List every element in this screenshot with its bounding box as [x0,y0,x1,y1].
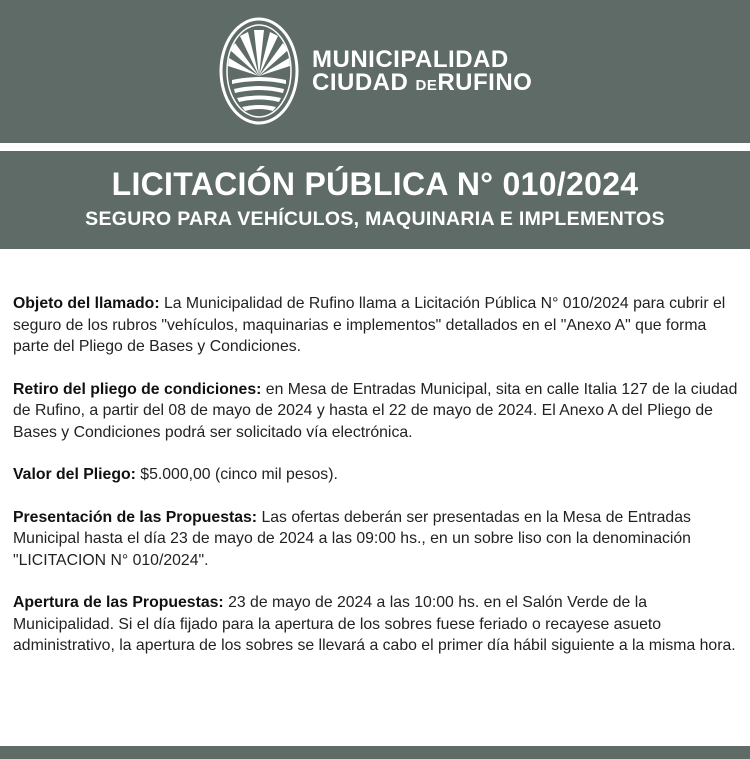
section-label: Presentación de las Propuestas: [13,508,258,526]
brand-name [312,48,532,98]
header-separator [0,143,750,151]
brand-word-rufino: RUFINO [437,69,533,96]
notice-body [13,293,743,678]
section-text: en Mesa de Entradas Municipal, sita en calle Italia 127 de la ciudad de Rufino, a partir del 08 de mayo de 2024 y hasta el 22 de mayo de 2024. El Anexo A del Pliego de Bases y Condiciones podrá ser solicitado vía electrónica. [13,380,738,441]
section-objeto [13,293,743,358]
municipal-seal-logo [218,16,300,126]
brand-line-1: MUNICIPALIDAD [312,46,509,73]
footer-band [0,746,750,759]
section-text: Las ofertas deberán ser presentadas en la Mesa de Entradas Municipal hasta el día 23 de mayo de 2024 a las 09:00 hs., en un sobre liso con la denominación "LICITACION N° 010/2024". [13,508,691,569]
section-label: Objeto del llamado: [13,295,160,312]
brand-line-2 [312,71,532,98]
section-label: Valor del Pliego: [13,466,136,483]
brand-word-ciudad: CIUDAD [312,69,409,96]
section-apertura [13,592,743,657]
section-label: Apertura de las Propuestas: [13,594,224,611]
section-label: Retiro del pliego de condiciones: [13,380,262,398]
section-text: $5.000,00 (cinco mil pesos). [135,466,338,483]
section-retiro [13,379,743,444]
section-text: 23 de mayo de 2024 a las 10:00 hs. en el Salón Verde de la Municipalidad. Si el día fijado para la apertura de los sobres fuese feriado o recayese asueto administrativo, la apertura de los sobres se llevará a cabo el primer día hábil siguiente a la misma hora. [13,594,736,654]
page-title: LICITACIÓN PÚBLICA N° 010/2024 [111,166,639,202]
page-subtitle: SEGURO PARA VEHÍCULOS, MAQUINARIA E IMPLEMENTOS [85,208,665,230]
section-valor [13,464,743,486]
section-text: La Municipalidad de Rufino llama a Licitación Pública N° 010/2024 para cubrir el seguro de los rubros "vehículos, maquinarias e implementos" detallados en el "Anexo A" que forma parte del Pliego de Bases y Condiciones. [13,295,726,355]
header-banner [0,0,750,143]
section-presentacion [13,507,743,572]
title-band [0,151,750,249]
brand-word-de: DE [415,77,438,94]
